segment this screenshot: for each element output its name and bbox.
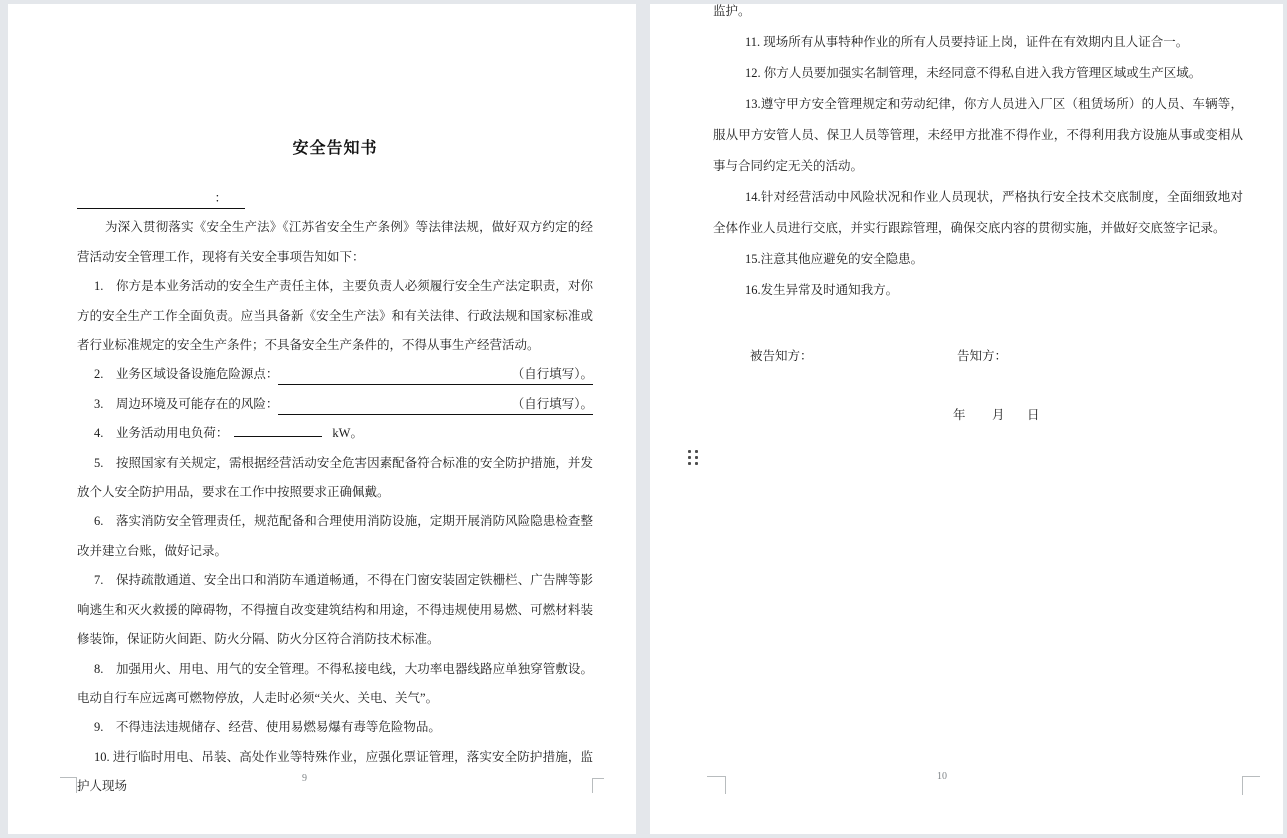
crop-mark-bottom-left-icon (60, 777, 77, 793)
notice-item-12[interactable]: 12. 你方人员要加强实名制管理，未经同意不得私自进入我方管理区域或生产区域。 (745, 66, 1202, 80)
notice-item-4[interactable] (77, 419, 593, 448)
crop-mark-bottom-left-icon (707, 776, 726, 794)
notice-item-8[interactable]: 8. 加强用火、用电、用气的安全管理。不得私接电线，大功率电器线路应单独穿管敷设。电动自行车应远离可燃物停放，人走时必须“关火、关电、关气”。 (77, 661, 593, 705)
notice-item-13[interactable]: 13.遵守甲方安全管理规定和劳动纪律，你方人员进入厂区（租赁场所）的人员、车辆等，服从甲方安管人员、保卫人员等管理，未经甲方批准不得作业，不得利用我方设施从事或变相从事与合同约定无关的活动。 (713, 97, 1243, 173)
crop-mark-bottom-right-icon (1242, 776, 1260, 795)
document-page-9 (8, 4, 636, 834)
page-number-10: 10 (937, 771, 947, 782)
addressee-blank-line[interactable] (77, 184, 593, 213)
notice-item-11[interactable]: 11. 现场所有从事特种作业的所有人员要持证上岗，证件在有效期内且人证合一。 (745, 35, 1189, 49)
item-3-label: 3. 周边环境及可能存在的风险： (94, 396, 279, 411)
notice-item-10[interactable]: 10. 进行临时用电、吊装、高处作业等特殊作业，应强化票证管理，落实安全防护措施，监护人现场 (77, 749, 593, 794)
page-9-text-body (77, 184, 593, 802)
notice-item-14[interactable]: 14.针对经营活动中风险状况和作业人员现状，严格执行安全技术交底制度，全面细致地对全体作业人员进行交底，并实行跟踪管理，确保交底内容的贯彻实施，并做好交底签字记录。 (713, 190, 1243, 235)
notice-item-9[interactable]: 9. 不得违法违规储存、经营、使用易燃易爆有毒等危险物品。 (94, 720, 441, 735)
notice-item-6[interactable]: 6. 落实消防安全管理责任，规范配备和合理使用消防设施，定期开展消防风险隐患检查整改并建立台账，做好记录。 (77, 514, 593, 558)
intro-paragraph[interactable]: 为深入贯彻落实《安全生产法》《江苏省安全生产条例》等法律法规，做好双方约定的经营活动安全管理工作，现将有关安全事项告知如下： (77, 220, 593, 264)
page-10-text-body (713, 0, 1243, 306)
item-4-fill-in-blank[interactable] (234, 436, 322, 437)
notice-item-7[interactable]: 7. 保持疏散通道、安全出口和消防车通道畅通，不得在门窗安装固定铁栅栏、广告牌等影响逃生和灭火救援的障碍物，不得擅自改变建筑结构和用途，不得违规使用易燃、可燃材料装修装饰，保证防火间距、防火分隔、防火分区符合消防技术标准。 (77, 573, 593, 647)
continuation-paragraph[interactable]: 监护。 (713, 4, 751, 18)
date-year-label[interactable]: 年 (953, 408, 966, 422)
item-2-fill-in-blank[interactable]: （自行填写）。 (278, 364, 593, 385)
notice-item-2[interactable] (77, 360, 593, 389)
item-4-label: 4. 业务活动用电负荷： (94, 426, 229, 441)
informed-party-signature-label[interactable]: 被告知方： (750, 349, 813, 363)
date-day-label[interactable]: 日 (1027, 408, 1040, 422)
addressee-fill-in-blank[interactable]: ： (77, 188, 245, 209)
date-month-label[interactable]: 月 (992, 408, 1005, 422)
notice-item-3[interactable] (77, 390, 593, 419)
paragraph-drag-handle-icon[interactable] (688, 450, 698, 465)
item-2-label: 2. 业务区域设备设施危险源点： (94, 367, 279, 382)
notice-item-5[interactable]: 5. 按照国家有关规定，需根据经营活动安全危害因素配备符合标准的安全防护措施，并发放个人安全防护用品，要求在工作中按照要求正确佩戴。 (77, 455, 593, 500)
notice-item-1[interactable]: 1. 你方是本业务活动的安全生产责任主体，主要负责人必须履行安全生产法定职责，对你方的安全生产工作全面负责。应当具备新《安全生产法》和有关法律、行政法规和国家标准或者行业标准规定的安全生产条件；不具备安全生产条件的，不得从事生产经营活动。 (77, 279, 593, 353)
informing-party-signature-label[interactable]: 告知方： (957, 349, 1008, 363)
page-number-9: 9 (302, 773, 307, 784)
document-title[interactable]: 安全告知书 (292, 140, 378, 157)
document-page-10 (650, 4, 1283, 834)
item-3-fill-in-blank[interactable]: （自行填写）。 (278, 394, 593, 415)
item-4-unit: kW。 (332, 426, 363, 441)
notice-item-15[interactable]: 15.注意其他应避免的安全隐患。 (745, 252, 924, 266)
crop-mark-bottom-right-icon (592, 778, 604, 793)
notice-item-16[interactable]: 16.发生异常及时通知我方。 (745, 283, 899, 297)
